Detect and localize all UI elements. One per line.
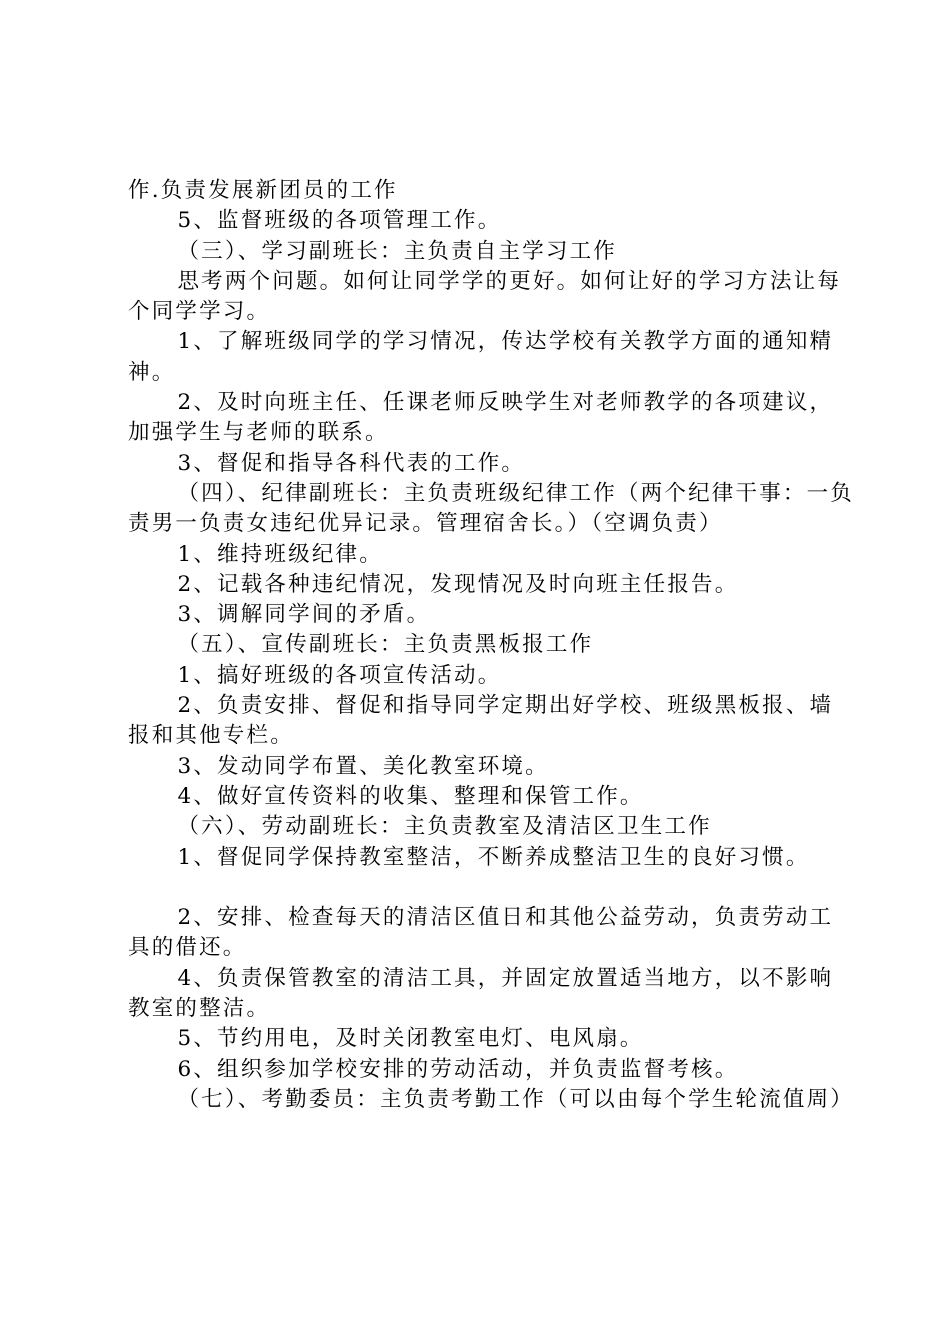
paragraph-item: 5、监督班级的各项管理工作。 <box>177 208 502 234</box>
paragraph-item: 5、节约用电，及时关闭教室电灯、电风扇。 <box>177 1026 644 1052</box>
paragraph-item: 2、记载各种违纪情况，发现情况及时向班主任报告。 <box>177 571 739 597</box>
paragraph-item: 4、负责保管教室的清洁工具，并固定放置适当地方，以不影响教室的整洁。 <box>128 965 834 1022</box>
section-heading-attendance: （七）、考勤委员：主负责考勤工作（可以由每个学生轮流值周） <box>177 1086 854 1112</box>
section-heading-discipline: （四）、纪律副班长：主负责班级纪律工作（两个纪律干事：一负责男一负责女违纪优异记录。管理宿舍长。）（空调负责） <box>128 480 854 537</box>
paragraph-item: 1、督促同学保持教室整洁，不断养成整洁卫生的良好习惯。 <box>177 844 810 870</box>
paragraph-item: 6、组织参加学校安排的劳动活动，并负责监督考核。 <box>177 1056 739 1082</box>
section-heading-study: （三）、学习副班长：主负责自主学习工作 <box>177 238 617 264</box>
paragraph-item: 思考两个问题。如何让同学学的更好。如何让好的学习方法让每个同学学习。 <box>128 268 842 325</box>
paragraph-item: 1、了解班级同学的学习情况，传达学校有关教学方面的通知精神。 <box>128 329 834 385</box>
paragraph-item: 3、发动同学布置、美化教室环境。 <box>177 753 549 779</box>
paragraph-item: 4、做好宣传资料的收集、整理和保管工作。 <box>177 783 644 809</box>
paragraph-item: 2、及时向班主任、任课老师反映学生对老师教学的各项建议，加强学生与老师的联系。 <box>128 390 834 446</box>
paragraph-item: 2、安排、检查每天的清洁区值日和其他公益劳动，负责劳动工具的借还。 <box>128 905 834 961</box>
document-body <box>128 176 856 1115</box>
paragraph-item: 3、调解同学间的矛盾。 <box>177 602 431 628</box>
blank-line <box>128 873 856 903</box>
section-heading-publicity: （五）、宣传副班长：主负责黑板报工作 <box>177 632 594 658</box>
paragraph-continuation: 作.负责发展新团员的工作 <box>128 178 398 203</box>
paragraph-item: 2、负责安排、督促和指导同学定期出好学校、班级黑板报、墙报和其他专栏。 <box>128 693 834 749</box>
paragraph-item: 1、搞好班级的各项宣传活动。 <box>177 662 502 688</box>
paragraph-item: 1、维持班级纪律。 <box>177 541 383 567</box>
section-heading-labor: （六）、劳动副班长：主负责教室及清洁区卫生工作 <box>177 814 712 840</box>
paragraph-item: 3、督促和指导各科代表的工作。 <box>177 450 526 476</box>
